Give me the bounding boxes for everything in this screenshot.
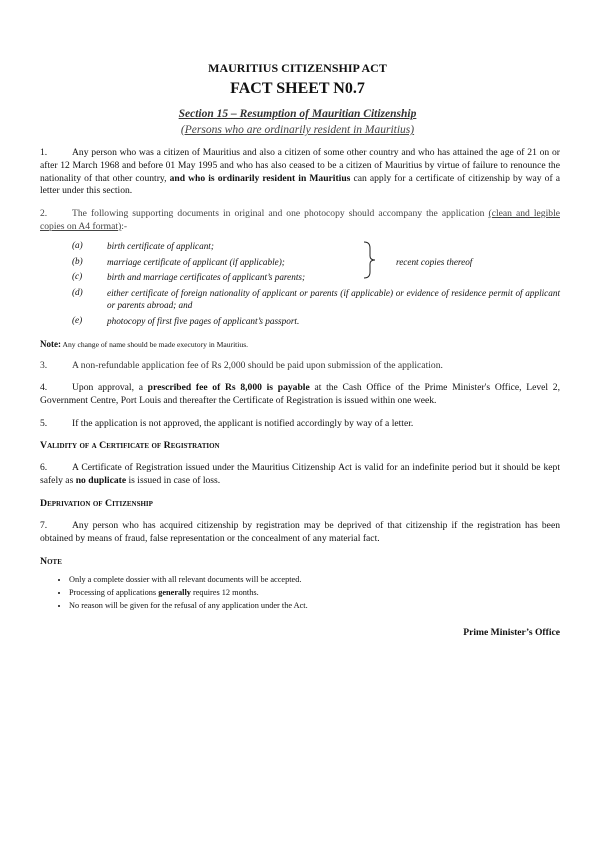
recent-copies-label: recent copies thereof (396, 257, 473, 267)
paragraph-3 (40, 360, 560, 373)
list-item-label: (d) (72, 287, 83, 297)
name-change-note (40, 339, 560, 349)
deprivation-heading: Deprivation of Citizenship (40, 498, 153, 509)
paragraph-6 (40, 462, 560, 488)
paragraph-7 (40, 520, 560, 546)
list-item: birth and marriage certificates of applicant’s parents; (107, 272, 306, 282)
list-item-label: (a) (72, 240, 83, 250)
right-brace-icon (363, 241, 377, 279)
list-item: • Processing of applications generally requires 12 months. (69, 587, 549, 600)
list-item: • No reason will be given for the refusal of any application under the Act. (69, 600, 549, 613)
paragraph-5 (40, 418, 560, 431)
paragraph-text: at the Cash Office of the Prime Minister's Office, Level 2, Government Centre, Port Louis and thereafter the Certificate of Registration is issued within one week. (40, 382, 560, 406)
note-label: Note: (40, 339, 61, 349)
paragraph-1 (40, 147, 560, 198)
paragraph-number: 3. (40, 360, 48, 371)
paragraph-number: 1. (40, 147, 48, 158)
paragraph-text: The following supporting documents in original and one photocopy should accompany the application (72, 208, 485, 219)
list-item-label: (e) (72, 315, 83, 325)
paragraph-text: If the application is not approved, the applicant is notified accordingly by way of a letter. (72, 418, 414, 429)
paragraph-bold: no duplicate (75, 474, 127, 486)
list-item-label: (c) (72, 271, 83, 281)
paragraph-number: 6. (40, 462, 48, 473)
paragraph-number: 2. (40, 208, 48, 219)
list-item-label: (b) (72, 256, 83, 266)
paragraph-text: is issued in case of loss. (126, 474, 221, 486)
notes-list (55, 574, 549, 612)
list-item: birth certificate of applicant; (107, 241, 214, 251)
notes-heading: Note (40, 556, 62, 567)
paragraph-4 (40, 382, 560, 408)
format-requirement: (clean and legible copies on A4 format) (40, 208, 560, 232)
note-text: Any change of name should be made executory in Mauritius. (61, 340, 249, 349)
list-item: • Only a complete dossier with all relevant documents will be accepted. (69, 574, 549, 587)
signature: Prime Minister’s Office (463, 627, 560, 638)
paragraph-bold: prescribed fee of Rs 8,000 is payable (147, 382, 310, 393)
paragraph-number: 7. (40, 520, 48, 531)
paragraph-number: 5. (40, 418, 48, 429)
list-item: marriage certificate of applicant (if applicable); (107, 257, 285, 267)
fact-sheet-title: FACT SHEET N0.7 (230, 80, 365, 97)
validity-heading: Validity of a Certificate of Registration (40, 440, 220, 451)
section-subtitle: (Persons who are ordinarily resident in Mauritius) (180, 124, 415, 136)
paragraph-2 (40, 208, 560, 234)
paragraph-bold: and who is ordinarily resident in Mauritius (169, 172, 351, 184)
paragraph-text: Upon approval, a (72, 382, 148, 393)
paragraph-text: can apply for a certificate of citizenship by way of a letter under this section. (40, 172, 560, 197)
paragraph-suffix: :- (121, 220, 128, 232)
section-title: Section 15 – Resumption of Mauritian Citizenship (178, 108, 417, 120)
act-title: MAURITIUS CITIZENSHIP ACT (208, 61, 387, 75)
paragraph-text: A non-refundable application fee of Rs 2,000 should be paid upon submission of the application. (72, 360, 443, 371)
paragraph-text: Any person who has acquired citizenship by registration may be deprived of that citizenship if the registration has been obtained by means of fraud, false representation or the concealment of any material fact. (40, 520, 560, 544)
list-item: photocopy of first five pages of applicant’s passport. (107, 316, 300, 326)
list-item: either certificate of foreign nationality of applicant or parents (if applicable) or evidence of residence permit of applicant or parents abroad; and (107, 288, 560, 310)
paragraph-number: 4. (40, 382, 48, 393)
paragraph-text: A Certificate of Registration issued under the Mauritius Citizenship Act is valid for an indefinite period but it should be kept safely as (40, 462, 560, 486)
paragraph-text: Any person who was a citizen of Mauritius and also a citizen of some other country and who has attained the age of 21 on or after 12 March 1968 and before 01 May 1995 and who has also ceased to be a citizen of Mauritius by virtue of failure to renounce the nationality of that other country, (40, 147, 560, 184)
